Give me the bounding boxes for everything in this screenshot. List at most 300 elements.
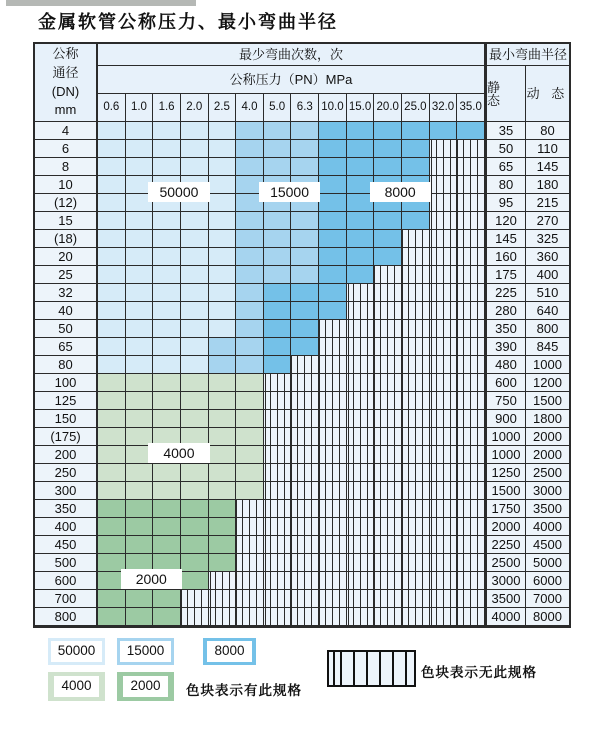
spec-cell xyxy=(98,122,126,140)
spec-cell xyxy=(98,212,126,230)
legend-swatch-2000 xyxy=(117,672,174,701)
no-spec-cell xyxy=(430,608,458,626)
spec-cell xyxy=(126,356,154,374)
spec-cell xyxy=(181,518,209,536)
spec-cell xyxy=(264,320,292,338)
no-spec-cell xyxy=(457,536,485,554)
spec-cell xyxy=(153,158,181,176)
spec-cell xyxy=(126,248,154,266)
spec-cell xyxy=(153,608,181,626)
spec-cell xyxy=(402,158,430,176)
spec-cell xyxy=(209,536,237,554)
no-spec-cell xyxy=(457,284,485,302)
no-spec-cell xyxy=(291,410,319,428)
static-radius-cell: 1250 xyxy=(485,464,526,482)
no-spec-cell xyxy=(347,410,375,428)
no-spec-cell xyxy=(347,536,375,554)
pressure-tick: 10.0 xyxy=(319,94,347,122)
no-spec-cell xyxy=(457,608,485,626)
no-spec-cell xyxy=(347,590,375,608)
dn-cell: (18) xyxy=(35,230,98,248)
spec-cell xyxy=(236,248,264,266)
spec-cell xyxy=(236,212,264,230)
spec-cell xyxy=(319,266,347,284)
dynamic-radius-cell: 145 xyxy=(526,158,569,176)
spec-cell xyxy=(126,158,154,176)
no-spec-cell xyxy=(457,230,485,248)
spec-cell xyxy=(236,266,264,284)
no-spec-cell xyxy=(430,284,458,302)
spec-cell xyxy=(98,392,126,410)
no-spec-cell xyxy=(430,230,458,248)
spec-cell xyxy=(319,122,347,140)
spec-cell xyxy=(236,356,264,374)
no-spec-cell xyxy=(457,356,485,374)
spec-cell xyxy=(153,338,181,356)
spec-cell xyxy=(291,284,319,302)
no-spec-cell xyxy=(209,590,237,608)
spec-cell xyxy=(98,356,126,374)
dn-cell: 500 xyxy=(35,554,98,572)
spec-cell xyxy=(153,248,181,266)
page-title: 金属软管公称压力、最小弯曲半径 xyxy=(38,12,338,33)
dn-cell: 25 xyxy=(35,266,98,284)
no-spec-cell xyxy=(319,482,347,500)
no-spec-cell xyxy=(457,140,485,158)
no-spec-cell xyxy=(430,338,458,356)
spec-cell xyxy=(430,122,458,140)
spec-cell xyxy=(319,284,347,302)
spec-cell xyxy=(98,284,126,302)
spec-cell xyxy=(319,248,347,266)
spec-cell xyxy=(153,302,181,320)
no-spec-cell xyxy=(291,500,319,518)
pressure-tick: 20.0 xyxy=(374,94,402,122)
static-radius-cell: 80 xyxy=(485,176,526,194)
legend-has-spec-note: 色块表示有此规格 xyxy=(186,683,302,698)
spec-cell xyxy=(236,464,264,482)
spec-cell xyxy=(264,284,292,302)
spec-cell xyxy=(236,482,264,500)
no-spec-cell xyxy=(264,446,292,464)
dynamic-radius-cell: 2000 xyxy=(526,428,569,446)
no-spec-cell xyxy=(347,302,375,320)
spec-cell xyxy=(291,266,319,284)
no-spec-cell xyxy=(236,554,264,572)
dynamic-radius-cell: 4500 xyxy=(526,536,569,554)
spec-cell xyxy=(126,230,154,248)
spec-cell xyxy=(209,482,237,500)
spec-cell xyxy=(126,518,154,536)
spec-cell xyxy=(236,320,264,338)
dynamic-radius-cell: 8000 xyxy=(526,608,569,626)
spec-cell xyxy=(264,338,292,356)
static-radius-cell: 95 xyxy=(485,194,526,212)
pressure-tick: 35.0 xyxy=(457,94,485,122)
no-spec-cell xyxy=(319,608,347,626)
no-spec-cell xyxy=(374,518,402,536)
spec-cell xyxy=(153,320,181,338)
dn-cell: 32 xyxy=(35,284,98,302)
static-radius-cell: 2250 xyxy=(485,536,526,554)
no-spec-cell xyxy=(347,428,375,446)
spec-cell xyxy=(181,500,209,518)
dynamic-radius-cell: 180 xyxy=(526,176,569,194)
spec-cell xyxy=(209,410,237,428)
spec-cell xyxy=(236,302,264,320)
no-spec-cell xyxy=(430,302,458,320)
no-spec-cell xyxy=(374,536,402,554)
no-spec-cell xyxy=(181,608,209,626)
spec-cell xyxy=(98,302,126,320)
spec-cell xyxy=(126,392,154,410)
static-radius-cell: 2500 xyxy=(485,554,526,572)
spec-cell xyxy=(264,230,292,248)
no-spec-cell xyxy=(374,572,402,590)
cycle-count-label: 50000 xyxy=(148,182,209,202)
spec-cell xyxy=(126,266,154,284)
spec-cell xyxy=(181,572,209,590)
no-spec-cell xyxy=(374,320,402,338)
dynamic-radius-cell: 640 xyxy=(526,302,569,320)
pressure-tick: 15.0 xyxy=(347,94,375,122)
spec-cell xyxy=(291,212,319,230)
no-spec-cell xyxy=(264,392,292,410)
pressure-tick: 2.5 xyxy=(209,94,237,122)
no-spec-cell xyxy=(291,392,319,410)
dynamic-radius-cell: 5000 xyxy=(526,554,569,572)
no-spec-cell xyxy=(402,356,430,374)
static-column-header: 静 态 xyxy=(485,66,526,122)
no-spec-cell xyxy=(430,176,458,194)
spec-cell xyxy=(153,212,181,230)
spec-cell xyxy=(181,320,209,338)
spec-cell xyxy=(347,212,375,230)
no-spec-cell xyxy=(319,392,347,410)
spec-cell xyxy=(236,410,264,428)
dynamic-radius-cell: 6000 xyxy=(526,572,569,590)
spec-cell xyxy=(153,482,181,500)
no-spec-cell xyxy=(347,320,375,338)
spec-cell xyxy=(374,140,402,158)
spec-cell xyxy=(126,338,154,356)
no-spec-cell xyxy=(236,608,264,626)
no-spec-cell xyxy=(430,194,458,212)
spec-cell xyxy=(209,194,237,212)
spec-cell xyxy=(98,410,126,428)
no-spec-cell xyxy=(457,338,485,356)
spec-cell xyxy=(181,410,209,428)
spec-cell xyxy=(153,410,181,428)
dynamic-radius-cell: 3000 xyxy=(526,482,569,500)
legend-swatch-8000 xyxy=(203,638,256,665)
no-spec-cell xyxy=(264,482,292,500)
no-spec-cell xyxy=(236,572,264,590)
dn-cell: 100 xyxy=(35,374,98,392)
spec-cell xyxy=(347,266,375,284)
no-spec-cell xyxy=(402,500,430,518)
spec-cell xyxy=(126,320,154,338)
spec-cell xyxy=(153,284,181,302)
spec-cell xyxy=(264,158,292,176)
spec-cell xyxy=(291,302,319,320)
no-spec-cell xyxy=(457,500,485,518)
spec-cell xyxy=(264,356,292,374)
dynamic-radius-cell: 360 xyxy=(526,248,569,266)
no-spec-cell xyxy=(291,590,319,608)
static-radius-cell: 280 xyxy=(485,302,526,320)
no-spec-cell xyxy=(457,392,485,410)
spec-cell xyxy=(153,518,181,536)
no-spec-cell xyxy=(457,212,485,230)
spec-cell xyxy=(374,230,402,248)
dynamic-radius-cell: 4000 xyxy=(526,518,569,536)
spec-cell xyxy=(209,212,237,230)
spec-cell xyxy=(98,158,126,176)
dn-cell: 6 xyxy=(35,140,98,158)
cycle-count-label: 4000 xyxy=(148,443,209,463)
no-spec-cell xyxy=(347,482,375,500)
spec-cell xyxy=(236,230,264,248)
spec-cell xyxy=(374,122,402,140)
no-spec-cell xyxy=(264,518,292,536)
no-spec-cell xyxy=(319,590,347,608)
no-spec-cell xyxy=(374,356,402,374)
no-spec-cell xyxy=(181,590,209,608)
dn-cell: 250 xyxy=(35,464,98,482)
spec-cell xyxy=(402,122,430,140)
spec-cell xyxy=(181,482,209,500)
no-spec-cell xyxy=(291,572,319,590)
spec-cell xyxy=(153,230,181,248)
dynamic-radius-cell: 270 xyxy=(526,212,569,230)
static-radius-cell: 145 xyxy=(485,230,526,248)
dynamic-radius-cell: 1200 xyxy=(526,374,569,392)
spec-cell xyxy=(181,248,209,266)
pressure-tick: 1.0 xyxy=(126,94,154,122)
spec-cell xyxy=(181,356,209,374)
no-spec-cell xyxy=(457,176,485,194)
no-spec-cell xyxy=(402,410,430,428)
no-spec-cell xyxy=(430,536,458,554)
pressure-tick: 32.0 xyxy=(430,94,458,122)
spec-cell xyxy=(181,212,209,230)
dn-cell: 400 xyxy=(35,518,98,536)
dn-cell: 350 xyxy=(35,500,98,518)
spec-cell xyxy=(181,266,209,284)
no-spec-cell xyxy=(319,518,347,536)
dynamic-radius-cell: 845 xyxy=(526,338,569,356)
spec-cell xyxy=(209,374,237,392)
cycle-count-label: 15000 xyxy=(259,182,320,202)
no-spec-cell xyxy=(347,356,375,374)
no-spec-cell xyxy=(347,554,375,572)
dynamic-radius-cell: 80 xyxy=(526,122,569,140)
legend-no-spec-swatch xyxy=(327,650,416,687)
spec-cell xyxy=(209,518,237,536)
no-spec-cell xyxy=(374,302,402,320)
spec-cell xyxy=(181,338,209,356)
legend-swatch-value: 8000 xyxy=(207,641,251,661)
spec-cell xyxy=(291,122,319,140)
spec-cell xyxy=(153,500,181,518)
no-spec-cell xyxy=(319,464,347,482)
hose-spec-table xyxy=(33,42,571,628)
spec-cell xyxy=(98,320,126,338)
no-spec-cell xyxy=(291,374,319,392)
dynamic-radius-cell: 1000 xyxy=(526,356,569,374)
no-spec-cell xyxy=(374,608,402,626)
static-radius-cell: 35 xyxy=(485,122,526,140)
static-radius-cell: 900 xyxy=(485,410,526,428)
spec-cell xyxy=(98,194,126,212)
no-spec-cell xyxy=(430,212,458,230)
no-spec-cell xyxy=(402,302,430,320)
spec-cell xyxy=(181,554,209,572)
no-spec-cell xyxy=(402,230,430,248)
dn-cell: 700 xyxy=(35,590,98,608)
pressure-tick: 4.0 xyxy=(236,94,264,122)
no-spec-cell xyxy=(264,590,292,608)
no-spec-cell xyxy=(402,554,430,572)
spec-cell xyxy=(347,248,375,266)
no-spec-cell xyxy=(209,608,237,626)
no-spec-cell xyxy=(374,392,402,410)
cycle-count-label: 8000 xyxy=(370,182,431,202)
no-spec-cell xyxy=(402,248,430,266)
static-radius-cell: 50 xyxy=(485,140,526,158)
dn-cell: 8 xyxy=(35,158,98,176)
legend-swatch-50000 xyxy=(48,638,105,665)
spec-cell xyxy=(209,320,237,338)
no-spec-cell xyxy=(291,428,319,446)
spec-cell xyxy=(181,536,209,554)
no-spec-cell xyxy=(457,248,485,266)
spec-cell xyxy=(126,464,154,482)
no-spec-cell xyxy=(291,536,319,554)
spec-cell xyxy=(181,392,209,410)
static-radius-cell: 600 xyxy=(485,374,526,392)
spec-cell xyxy=(236,338,264,356)
no-spec-cell xyxy=(264,410,292,428)
no-spec-cell xyxy=(430,554,458,572)
static-radius-cell: 65 xyxy=(485,158,526,176)
spec-cell xyxy=(347,140,375,158)
spec-cell xyxy=(209,428,237,446)
no-spec-cell xyxy=(264,500,292,518)
no-spec-cell xyxy=(402,482,430,500)
dn-cell: 450 xyxy=(35,536,98,554)
dynamic-radius-cell: 800 xyxy=(526,320,569,338)
spec-cell xyxy=(98,428,126,446)
spec-cell xyxy=(126,140,154,158)
spec-cell xyxy=(209,356,237,374)
dn-cell: 200 xyxy=(35,446,98,464)
dynamic-radius-cell: 2500 xyxy=(526,464,569,482)
no-spec-cell xyxy=(430,248,458,266)
spec-cell xyxy=(319,176,347,194)
no-spec-cell xyxy=(402,392,430,410)
spec-cell xyxy=(291,248,319,266)
no-spec-cell xyxy=(457,320,485,338)
no-spec-cell xyxy=(347,392,375,410)
static-radius-cell: 1000 xyxy=(485,428,526,446)
no-spec-cell xyxy=(236,500,264,518)
no-spec-cell xyxy=(264,572,292,590)
static-radius-cell: 350 xyxy=(485,320,526,338)
spec-cell xyxy=(209,140,237,158)
spec-cell xyxy=(126,374,154,392)
spec-cell xyxy=(319,158,347,176)
no-spec-cell xyxy=(457,410,485,428)
no-spec-cell xyxy=(374,590,402,608)
spec-cell xyxy=(98,500,126,518)
spec-cell xyxy=(291,320,319,338)
spec-cell xyxy=(347,122,375,140)
spec-cell xyxy=(126,500,154,518)
no-spec-cell xyxy=(430,428,458,446)
spec-cell xyxy=(181,122,209,140)
spec-cell xyxy=(291,140,319,158)
static-radius-cell: 750 xyxy=(485,392,526,410)
spec-cell xyxy=(319,140,347,158)
no-spec-cell xyxy=(402,338,430,356)
no-spec-cell xyxy=(457,464,485,482)
spec-cell xyxy=(264,266,292,284)
dn-cell: 10 xyxy=(35,176,98,194)
no-spec-cell xyxy=(430,518,458,536)
spec-cell xyxy=(264,248,292,266)
spec-cell xyxy=(126,302,154,320)
no-spec-cell xyxy=(347,500,375,518)
spec-cell xyxy=(209,230,237,248)
no-spec-cell xyxy=(319,500,347,518)
dynamic-radius-cell: 215 xyxy=(526,194,569,212)
dynamic-radius-cell: 3500 xyxy=(526,500,569,518)
no-spec-cell xyxy=(291,446,319,464)
spec-cell xyxy=(402,140,430,158)
dn-cell: 15 xyxy=(35,212,98,230)
spec-cell xyxy=(181,230,209,248)
spec-cell xyxy=(209,500,237,518)
no-spec-cell xyxy=(402,284,430,302)
spec-cell xyxy=(181,284,209,302)
spec-cell xyxy=(209,122,237,140)
cycle-count-label: 2000 xyxy=(121,569,182,589)
static-radius-cell: 3500 xyxy=(485,590,526,608)
dn-cell: 600 xyxy=(35,572,98,590)
dynamic-radius-cell: 400 xyxy=(526,266,569,284)
dn-cell: 150 xyxy=(35,410,98,428)
spec-cell xyxy=(347,230,375,248)
dn-cell: 50 xyxy=(35,320,98,338)
no-spec-cell xyxy=(236,590,264,608)
dn-cell: 800 xyxy=(35,608,98,626)
static-radius-cell: 1000 xyxy=(485,446,526,464)
dn-cell: 40 xyxy=(35,302,98,320)
static-radius-cell: 120 xyxy=(485,212,526,230)
dynamic-radius-cell: 110 xyxy=(526,140,569,158)
no-spec-cell xyxy=(430,410,458,428)
pressure-tick: 25.0 xyxy=(402,94,430,122)
spec-cell xyxy=(98,374,126,392)
spec-cell xyxy=(98,482,126,500)
spec-cell xyxy=(153,392,181,410)
no-spec-cell xyxy=(430,374,458,392)
no-spec-cell xyxy=(319,320,347,338)
spec-cell xyxy=(209,158,237,176)
no-spec-cell xyxy=(402,446,430,464)
